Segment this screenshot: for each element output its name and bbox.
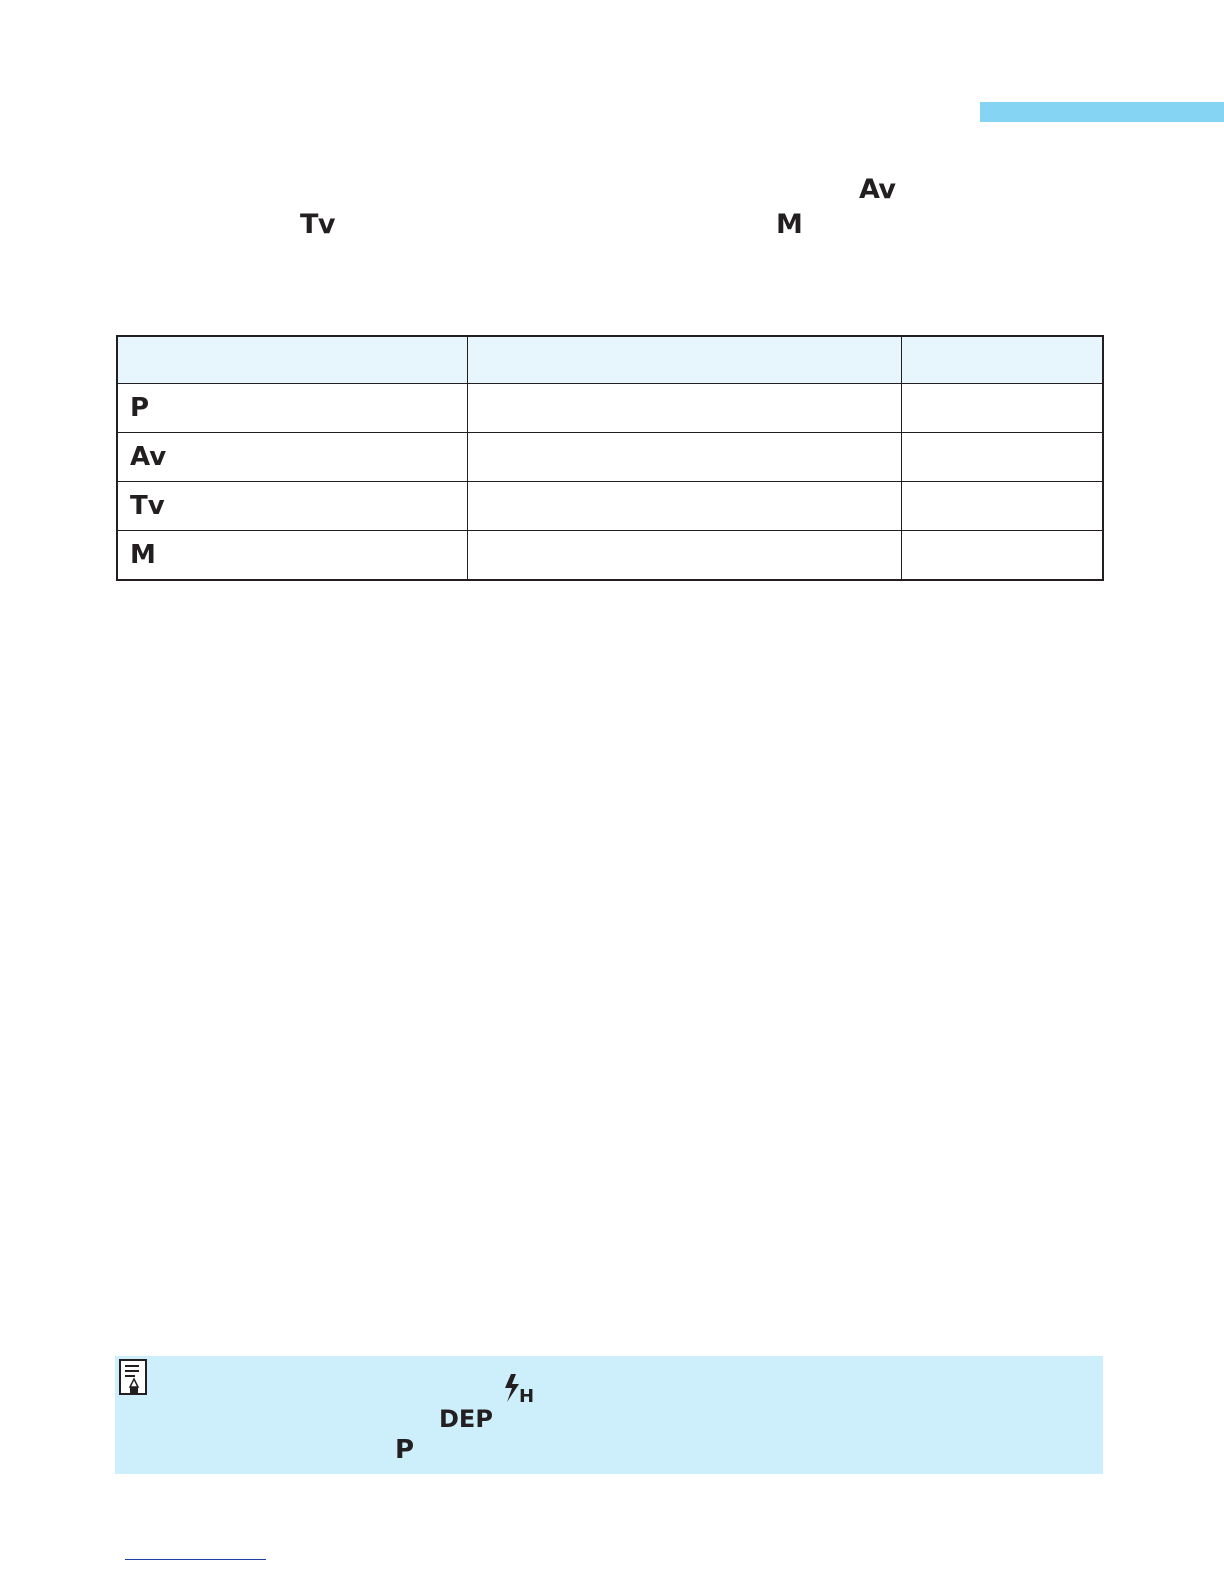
shooting-mode-table bbox=[116, 335, 1104, 581]
table-header-cell bbox=[467, 336, 901, 384]
table-cell bbox=[467, 482, 901, 531]
mode-av-glyph: Av bbox=[859, 174, 896, 205]
table-row bbox=[117, 384, 1103, 433]
note-box bbox=[115, 1356, 1103, 1474]
footnote-rule bbox=[125, 1559, 266, 1560]
mode-tv-glyph: Tv bbox=[300, 209, 336, 240]
note-pencil-icon bbox=[119, 1359, 147, 1395]
mode-m-glyph: M bbox=[776, 209, 803, 240]
table-header-row bbox=[117, 336, 1103, 384]
table-header-cell bbox=[901, 336, 1103, 384]
program-mode-glyph: P bbox=[395, 1435, 415, 1465]
high-speed-sync-flash-icon bbox=[503, 1373, 537, 1403]
table-cell bbox=[467, 531, 901, 581]
mode-cell: P bbox=[117, 384, 467, 433]
table-cell bbox=[901, 482, 1103, 531]
table-cell bbox=[901, 531, 1103, 581]
table-row bbox=[117, 482, 1103, 531]
table-row bbox=[117, 433, 1103, 482]
mode-cell: Av bbox=[117, 433, 467, 482]
table-header-cell bbox=[117, 336, 467, 384]
table-cell bbox=[901, 433, 1103, 482]
table-cell bbox=[467, 433, 901, 482]
table-cell bbox=[901, 384, 1103, 433]
mode-cell: M bbox=[117, 531, 467, 581]
section-tab-bar bbox=[980, 102, 1224, 122]
mode-cell: Tv bbox=[117, 482, 467, 531]
table-row bbox=[117, 531, 1103, 581]
flash-icon-letter: H bbox=[519, 1386, 535, 1403]
table-cell bbox=[467, 384, 901, 433]
dep-mode-glyph: DEP bbox=[439, 1405, 493, 1433]
